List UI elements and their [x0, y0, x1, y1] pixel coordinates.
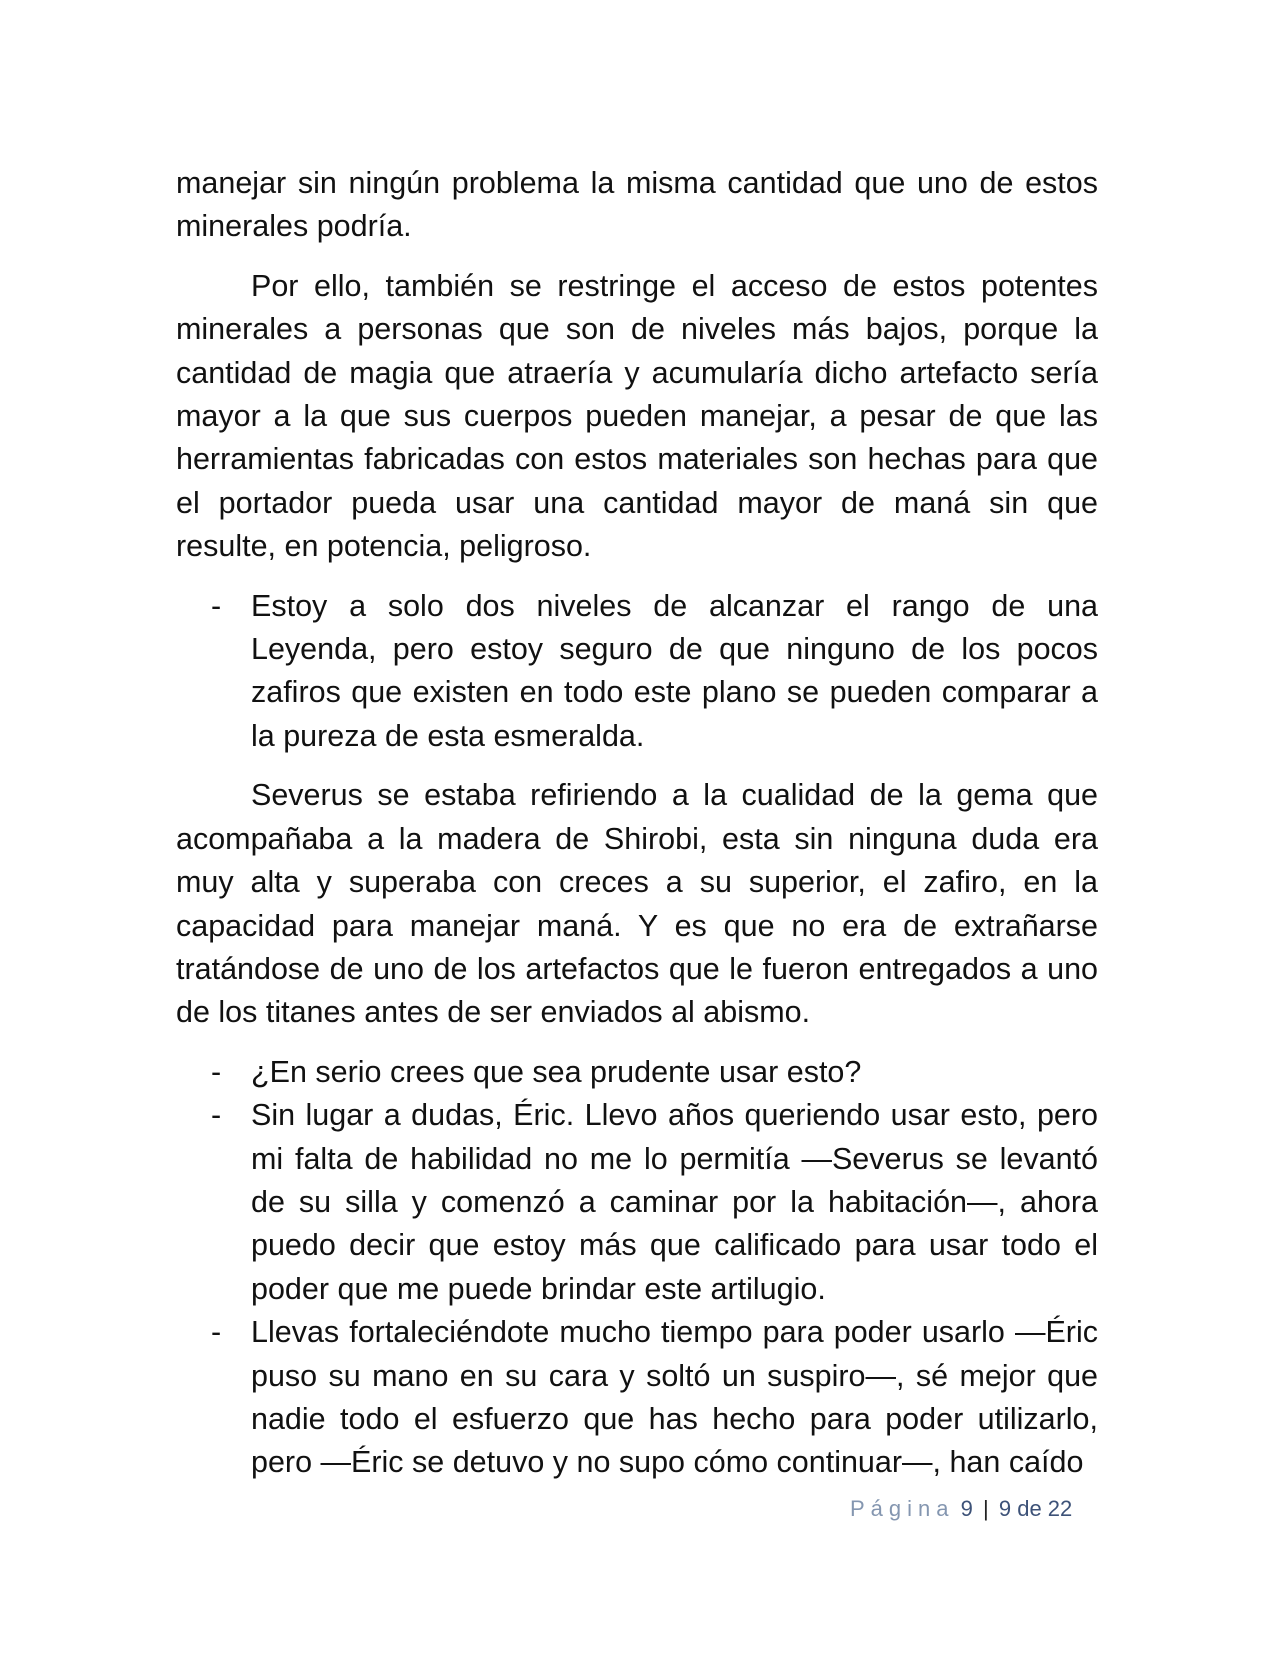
dialogue-line	[176, 585, 1098, 759]
dialogue-text: Estoy a solo dos niveles de alcanzar el rango de una Leyenda, pero estoy seguro de que ninguno de los pocos zafiros que existen en todo este plano se pueden comparar a la pureza de esta esmeralda.	[251, 588, 1098, 753]
dialogue-list	[176, 1051, 1098, 1485]
body-text	[176, 162, 1098, 1501]
page-total: 9 de 22	[998, 1496, 1073, 1521]
dash-marker: -	[211, 1054, 222, 1089]
dialogue-line	[176, 1051, 1098, 1094]
dash-marker: -	[211, 1098, 222, 1133]
dialogue-text: Sin lugar a dudas, Éric. Llevo años queriendo usar esto, pero mi falta de habilidad no me lo permitía —Severus se levantó de su silla y comenzó a caminar por la habitación—, ahora puedo decir que estoy más que calificado para usar todo el poder que me puede brindar este artilugio.	[251, 1098, 1098, 1306]
dialogue-text: Llevas fortaleciéndote mucho tiempo para poder usarlo —Éric puso su mano en su cara y soltó un suspiro—, sé mejor que nadie todo el esfuerzo que has hecho para poder utilizarlo, pero —Éric se detuvo y no supo cómo continuar—, han caído	[251, 1315, 1098, 1480]
dash-marker: -	[211, 588, 222, 623]
dialogue-text: ¿En serio crees que sea prudente usar esto?	[251, 1054, 862, 1089]
dialogue-line	[176, 1311, 1098, 1485]
dialogue-list	[176, 585, 1098, 759]
page-number: 9	[960, 1496, 973, 1521]
page-label: Página	[850, 1496, 955, 1521]
dash-marker: -	[211, 1315, 222, 1350]
dialogue-line	[176, 1094, 1098, 1311]
paragraph: manejar sin ningún problema la misma cantidad que uno de estos minerales podría.	[176, 166, 1098, 244]
footer-separator: |	[983, 1496, 989, 1521]
paragraph: Severus se estaba refiriendo a la cualidad de la gema que acompañaba a la madera de Shirobi, esta sin ninguna duda era muy alta y superaba con creces a su superior, el zafiro, en la capacidad para manejar maná. Y es que no era de extrañarse tratándose de uno de los artefactos que le fueron entregados a uno de los titanes antes de ser enviados al abismo.	[176, 778, 1098, 1030]
paragraph: Por ello, también se restringe el acceso de estos potentes minerales a personas que son de niveles más bajos, porque la cantidad de magia que atraería y acumularía dicho artefacto sería mayor a la que sus cuerpos pueden manejar, a pesar de que las herramientas fabricadas con estos materiales son hechas para que el portador pueda usar una cantidad mayor de maná sin que resulte, en potencia, peligroso.	[176, 268, 1098, 564]
page-footer	[850, 1496, 1072, 1522]
